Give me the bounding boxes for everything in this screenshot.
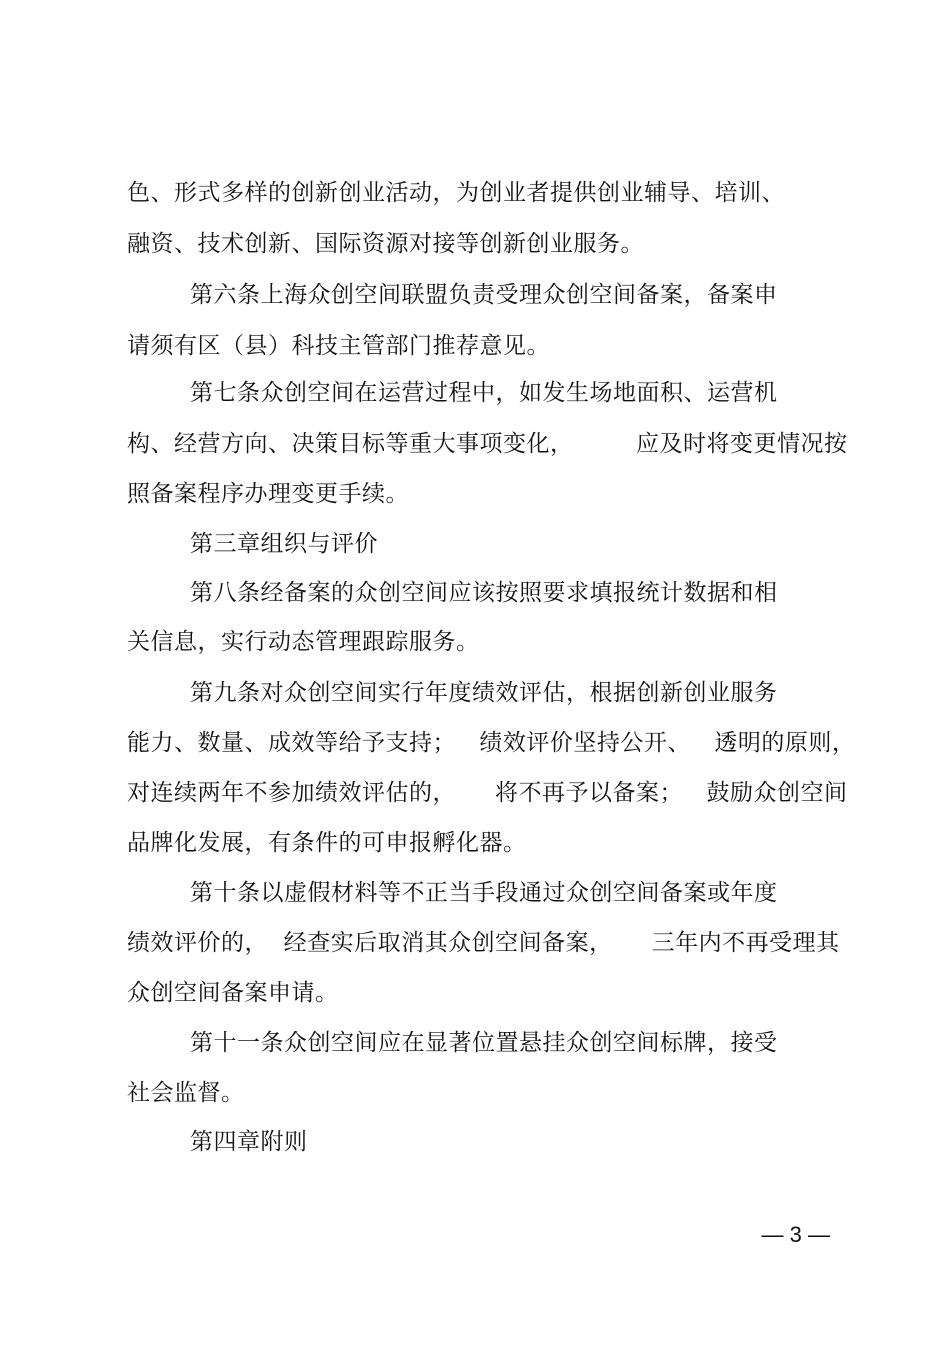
text-line: 第八条经备案的众创空间应该按照要求填报统计数据和相 — [190, 580, 778, 606]
text-line: 第十条以虚假材料等不正当手段通过众创空间备案或年度 — [190, 880, 778, 906]
text-line: 关信息，实行动态管理跟踪服务。 — [127, 629, 480, 655]
text-line: 能力、数量、成效等给予支持； 绩效评价坚持公开、 透明的原则， — [127, 730, 856, 756]
text-line: 第十一条众创空间应在显著位置悬挂众创空间标牌，接受 — [190, 1030, 778, 1056]
text-line: 构、经营方向、决策目标等重大事项变化， 应及时将变更情况按 — [127, 431, 848, 457]
text-line: 请须有区（县）科技主管部门推荐意见。 — [127, 333, 550, 359]
chapter-heading: 第四章附则 — [190, 1129, 308, 1155]
text-line: 社会监督。 — [127, 1080, 245, 1106]
text-line: 众创空间备案申请。 — [127, 980, 339, 1006]
text-line: 色、形式多样的创新创业活动，为创业者提供创业辅导、培训、 — [127, 180, 785, 206]
text-line: 品牌化发展，有条件的可申报孵化器。 — [127, 830, 527, 856]
text-line: 对连续两年不参加绩效评估的， 将不再予以备案； 鼓励众创空间 — [127, 780, 848, 806]
text-line: 融资、技术创新、国际资源对接等创新创业服务。 — [127, 231, 644, 257]
text-line: 第六条上海众创空间联盟负责受理众创空间备案，备案申 — [190, 282, 778, 308]
chapter-heading: 第三章组织与评价 — [190, 531, 378, 557]
text-line: 绩效评价的， 经查实后取消其众创空间备案， 三年内不再受理其 — [127, 930, 840, 956]
text-line: 照备案程序办理变更手续。 — [127, 481, 409, 507]
text-line: 第九条对众创空间实行年度绩效评估，根据创新创业服务 — [190, 680, 778, 706]
page-number: — 3 — — [761, 1222, 830, 1247]
text-line: 第七条众创空间在运营过程中，如发生场地面积、运营机 — [190, 380, 778, 406]
